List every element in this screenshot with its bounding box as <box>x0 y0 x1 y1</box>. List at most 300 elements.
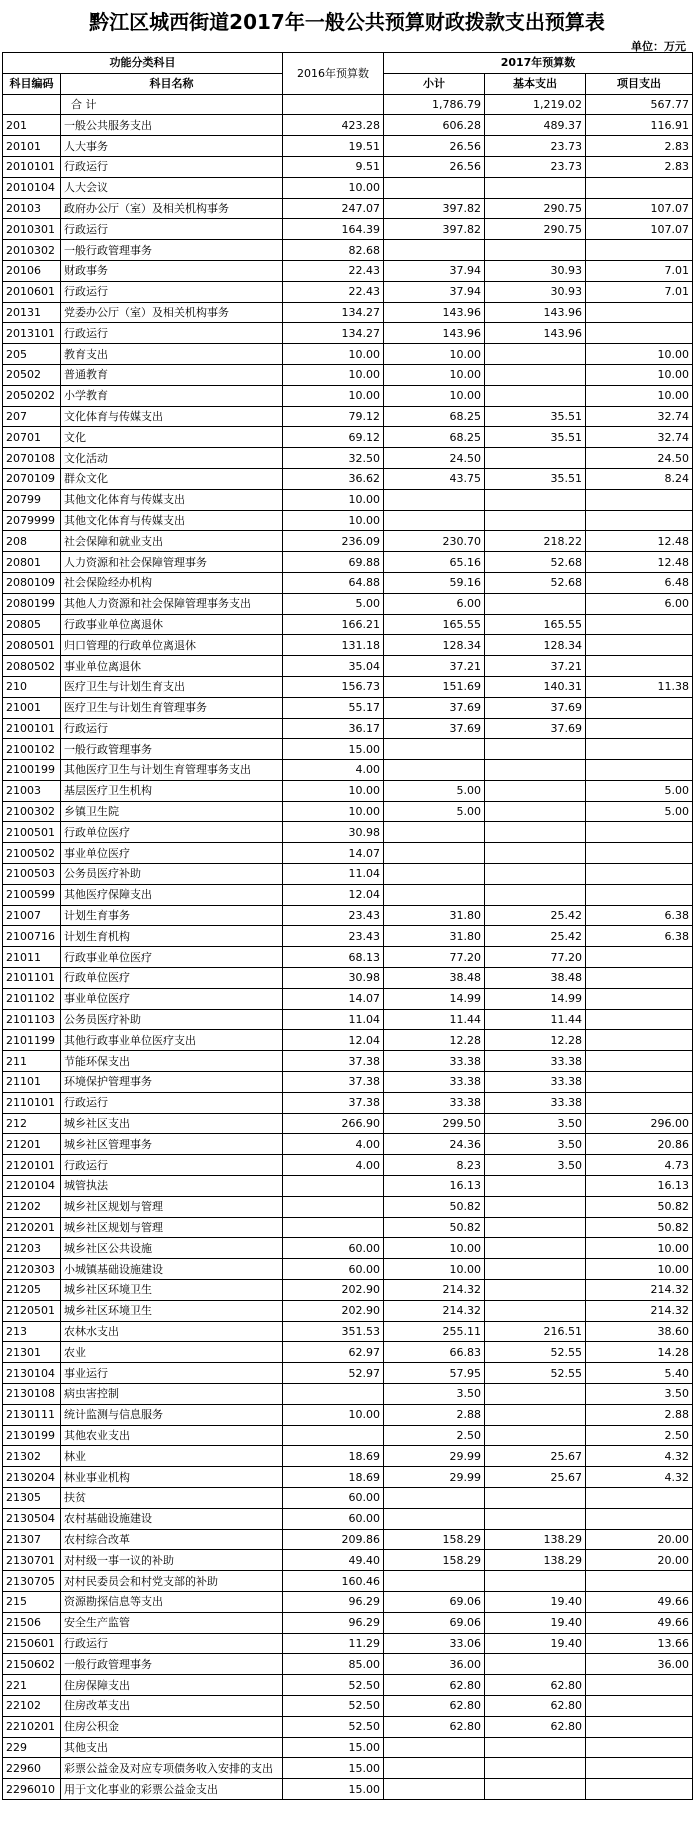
cell-2016: 18.69 <box>283 1467 384 1488</box>
table-row <box>3 489 693 510</box>
cell-basic: 23.73 <box>485 136 586 157</box>
cell-project: 20.00 <box>586 1529 693 1550</box>
cell-name: 普通教育 <box>61 364 283 385</box>
cell-basic <box>485 489 586 510</box>
cell-basic: 12.28 <box>485 1030 586 1051</box>
cell-code: 20131 <box>3 302 61 323</box>
cell-code: 2130108 <box>3 1384 61 1405</box>
cell-code: 2130199 <box>3 1425 61 1446</box>
cell-subtotal: 37.94 <box>384 281 485 302</box>
cell-2016: 30.98 <box>283 822 384 843</box>
page-title: 黔江区城西街道2017年一般公共预算财政拨款支出预算表 <box>89 10 605 34</box>
cell-code: 212 <box>3 1113 61 1134</box>
cell-basic: 77.20 <box>485 947 586 968</box>
cell-subtotal: 143.96 <box>384 302 485 323</box>
cell-name: 行政运行 <box>61 281 283 302</box>
cell-name: 其他农业支出 <box>61 1425 283 1446</box>
cell-basic <box>485 1404 586 1425</box>
cell-name: 人力资源和社会保障管理事务 <box>61 552 283 573</box>
cell-basic <box>485 801 586 822</box>
table-row <box>3 572 693 593</box>
cell-project <box>586 1072 693 1093</box>
cell-basic <box>485 1259 586 1280</box>
table-row <box>3 1633 693 1654</box>
cell-basic <box>485 1196 586 1217</box>
cell-project <box>586 1092 693 1113</box>
cell-code: 2150601 <box>3 1633 61 1654</box>
total-code <box>3 94 61 115</box>
cell-basic <box>485 240 586 261</box>
table-row <box>3 156 693 177</box>
cell-subtotal: 50.82 <box>384 1217 485 1238</box>
cell-code: 2070109 <box>3 468 61 489</box>
cell-name: 城乡社区规划与管理 <box>61 1217 283 1238</box>
cell-name: 行政运行 <box>61 1633 283 1654</box>
cell-name: 安全生产监管 <box>61 1612 283 1633</box>
cell-project: 32.74 <box>586 427 693 448</box>
cell-basic <box>485 884 586 905</box>
cell-subtotal: 65.16 <box>384 552 485 573</box>
cell-subtotal <box>384 177 485 198</box>
cell-subtotal: 158.29 <box>384 1550 485 1571</box>
cell-2016: 37.38 <box>283 1092 384 1113</box>
cell-project: 4.73 <box>586 1155 693 1176</box>
cell-code: 2050202 <box>3 385 61 406</box>
unit-label: 单位：万元 <box>631 40 686 53</box>
cell-subtotal: 151.69 <box>384 676 485 697</box>
cell-basic: 35.51 <box>485 468 586 489</box>
cell-subtotal: 33.38 <box>384 1092 485 1113</box>
table-row <box>3 1467 693 1488</box>
cell-project <box>586 1675 693 1696</box>
cell-project <box>586 177 693 198</box>
cell-name: 城乡社区公共设施 <box>61 1238 283 1259</box>
table-row <box>3 988 693 1009</box>
cell-subtotal <box>384 1779 485 1800</box>
cell-subtotal: 128.34 <box>384 635 485 656</box>
table-row <box>3 406 693 427</box>
cell-subtotal: 37.69 <box>384 697 485 718</box>
cell-project <box>586 302 693 323</box>
cell-project: 5.00 <box>586 780 693 801</box>
cell-name: 病虫害控制 <box>61 1384 283 1405</box>
cell-project: 2.88 <box>586 1404 693 1425</box>
cell-code: 2101101 <box>3 968 61 989</box>
cell-subtotal <box>384 1508 485 1529</box>
cell-basic: 128.34 <box>485 635 586 656</box>
cell-basic: 37.21 <box>485 656 586 677</box>
cell-subtotal: 10.00 <box>384 1259 485 1280</box>
cell-name: 事业单位医疗 <box>61 988 283 1009</box>
cell-2016: 37.38 <box>283 1051 384 1072</box>
cell-code: 20799 <box>3 489 61 510</box>
cell-basic <box>485 364 586 385</box>
cell-name: 公务员医疗补助 <box>61 1009 283 1030</box>
cell-2016: 14.07 <box>283 988 384 1009</box>
cell-subtotal: 26.56 <box>384 156 485 177</box>
cell-basic <box>485 1737 586 1758</box>
cell-basic <box>485 448 586 469</box>
cell-code: 2130111 <box>3 1404 61 1425</box>
cell-2016: 4.00 <box>283 1134 384 1155</box>
cell-project: 38.60 <box>586 1321 693 1342</box>
cell-code: 20805 <box>3 614 61 635</box>
cell-name: 节能环保支出 <box>61 1051 283 1072</box>
cell-name: 一般行政管理事务 <box>61 739 283 760</box>
cell-name: 其他行政事业单位医疗支出 <box>61 1030 283 1051</box>
cell-2016: 164.39 <box>283 219 384 240</box>
cell-project <box>586 1779 693 1800</box>
cell-project <box>586 988 693 1009</box>
cell-code: 2070108 <box>3 448 61 469</box>
table-row <box>3 1321 693 1342</box>
table-row <box>3 281 693 302</box>
cell-code: 21302 <box>3 1446 61 1467</box>
cell-project: 4.32 <box>586 1446 693 1467</box>
cell-subtotal: 29.99 <box>384 1467 485 1488</box>
cell-project: 20.86 <box>586 1134 693 1155</box>
cell-code: 21203 <box>3 1238 61 1259</box>
cell-project: 2.50 <box>586 1425 693 1446</box>
cell-basic: 165.55 <box>485 614 586 635</box>
cell-basic <box>485 1384 586 1405</box>
cell-2016: 12.04 <box>283 1030 384 1051</box>
cell-2016: 10.00 <box>283 177 384 198</box>
cell-name: 城乡社区环境卫生 <box>61 1300 283 1321</box>
cell-project: 10.00 <box>586 1238 693 1259</box>
cell-2016: 160.46 <box>283 1571 384 1592</box>
cell-code: 22960 <box>3 1758 61 1779</box>
cell-project: 4.32 <box>586 1467 693 1488</box>
cell-basic: 11.44 <box>485 1009 586 1030</box>
cell-basic: 62.80 <box>485 1675 586 1696</box>
cell-basic: 25.67 <box>485 1467 586 1488</box>
table-row <box>3 136 693 157</box>
table-row <box>3 676 693 697</box>
cell-project: 11.38 <box>586 676 693 697</box>
cell-2016: 131.18 <box>283 635 384 656</box>
cell-basic: 52.55 <box>485 1342 586 1363</box>
cell-code: 2130504 <box>3 1508 61 1529</box>
cell-subtotal: 37.94 <box>384 260 485 281</box>
cell-basic <box>485 510 586 531</box>
cell-subtotal: 255.11 <box>384 1321 485 1342</box>
cell-subtotal: 143.96 <box>384 323 485 344</box>
cell-subtotal <box>384 760 485 781</box>
cell-project <box>586 1051 693 1072</box>
table-row <box>3 385 693 406</box>
table-row <box>3 718 693 739</box>
cell-code: 20701 <box>3 427 61 448</box>
cell-name: 对村级一事一议的补助 <box>61 1550 283 1571</box>
cell-2016: 15.00 <box>283 1758 384 1779</box>
cell-code: 2079999 <box>3 510 61 531</box>
table-row <box>3 1196 693 1217</box>
cell-subtotal <box>384 240 485 261</box>
cell-name: 事业单位医疗 <box>61 843 283 864</box>
cell-2016: 85.00 <box>283 1654 384 1675</box>
cell-2016: 55.17 <box>283 697 384 718</box>
cell-project <box>586 718 693 739</box>
cell-basic: 62.80 <box>485 1716 586 1737</box>
cell-project: 20.00 <box>586 1550 693 1571</box>
budget-table <box>2 52 693 1800</box>
cell-subtotal: 68.25 <box>384 406 485 427</box>
cell-subtotal: 62.80 <box>384 1675 485 1696</box>
cell-code: 2130104 <box>3 1363 61 1384</box>
cell-basic: 138.29 <box>485 1550 586 1571</box>
table-row <box>3 1134 693 1155</box>
cell-2016: 11.04 <box>283 1009 384 1030</box>
cell-subtotal: 59.16 <box>384 572 485 593</box>
cell-project <box>586 323 693 344</box>
cell-name: 城乡社区环境卫生 <box>61 1280 283 1301</box>
cell-2016 <box>283 1176 384 1197</box>
cell-basic <box>485 1280 586 1301</box>
total-subtotal: 1,786.79 <box>384 94 485 115</box>
cell-subtotal <box>384 864 485 885</box>
table-row <box>3 1342 693 1363</box>
cell-project: 16.13 <box>586 1176 693 1197</box>
cell-basic <box>485 739 586 760</box>
cell-project: 24.50 <box>586 448 693 469</box>
col-2016-header: 2016年预算数 <box>283 53 384 95</box>
cell-code: 20101 <box>3 136 61 157</box>
cell-basic: 19.40 <box>485 1612 586 1633</box>
cell-2016: 14.07 <box>283 843 384 864</box>
table-row <box>3 780 693 801</box>
table-row <box>3 1695 693 1716</box>
cell-name: 林业 <box>61 1446 283 1467</box>
cell-project <box>586 240 693 261</box>
cell-basic: 218.22 <box>485 531 586 552</box>
subtotal-header: 小计 <box>384 73 485 94</box>
cell-2016: 12.04 <box>283 884 384 905</box>
table-row <box>3 1238 693 1259</box>
cell-name: 行政运行 <box>61 219 283 240</box>
cell-project: 6.38 <box>586 926 693 947</box>
cell-basic: 52.68 <box>485 552 586 573</box>
cell-basic: 489.37 <box>485 115 586 136</box>
cell-name: 扶贫 <box>61 1487 283 1508</box>
cell-2016: 423.28 <box>283 115 384 136</box>
cell-subtotal: 299.50 <box>384 1113 485 1134</box>
cell-code: 2120303 <box>3 1259 61 1280</box>
cell-code: 20106 <box>3 260 61 281</box>
table-row <box>3 364 693 385</box>
table-row <box>3 635 693 656</box>
cell-2016: 52.50 <box>283 1675 384 1696</box>
cell-code: 2101103 <box>3 1009 61 1030</box>
cell-basic <box>485 593 586 614</box>
cell-basic: 3.50 <box>485 1134 586 1155</box>
cell-subtotal: 57.95 <box>384 1363 485 1384</box>
cell-subtotal: 10.00 <box>384 364 485 385</box>
cell-2016 <box>283 1384 384 1405</box>
cell-name: 小学教育 <box>61 385 283 406</box>
cell-project: 10.00 <box>586 385 693 406</box>
cell-basic: 140.31 <box>485 676 586 697</box>
cell-subtotal: 10.00 <box>384 385 485 406</box>
cell-name: 行政运行 <box>61 718 283 739</box>
cell-2016: 10.00 <box>283 510 384 531</box>
cell-project: 13.66 <box>586 1633 693 1654</box>
table-row <box>3 1384 693 1405</box>
cell-basic: 3.50 <box>485 1113 586 1134</box>
table-row <box>3 448 693 469</box>
cell-2016: 82.68 <box>283 240 384 261</box>
table-row <box>3 739 693 760</box>
cell-project: 10.00 <box>586 1259 693 1280</box>
cell-2016: 36.62 <box>283 468 384 489</box>
table-row <box>3 344 693 365</box>
cell-basic: 52.55 <box>485 1363 586 1384</box>
cell-2016: 10.00 <box>283 780 384 801</box>
cell-code: 20502 <box>3 364 61 385</box>
cell-2016: 60.00 <box>283 1259 384 1280</box>
cell-2016: 36.17 <box>283 718 384 739</box>
cell-name: 政府办公厅（室）及相关机构事务 <box>61 198 283 219</box>
cell-code: 213 <box>3 1321 61 1342</box>
cell-2016: 18.69 <box>283 1446 384 1467</box>
table-row <box>3 1300 693 1321</box>
cell-basic <box>485 1487 586 1508</box>
cell-basic: 23.73 <box>485 156 586 177</box>
cell-project: 6.38 <box>586 905 693 926</box>
cell-2016 <box>283 1196 384 1217</box>
cell-2016: 64.88 <box>283 572 384 593</box>
cell-basic <box>485 822 586 843</box>
cell-name: 林业事业机构 <box>61 1467 283 1488</box>
cell-name: 人大事务 <box>61 136 283 157</box>
cell-code: 229 <box>3 1737 61 1758</box>
cell-subtotal <box>384 1487 485 1508</box>
table-row <box>3 884 693 905</box>
code-header: 科目编码 <box>3 73 61 94</box>
cell-code: 205 <box>3 344 61 365</box>
cell-project <box>586 884 693 905</box>
cell-name: 一般公共服务支出 <box>61 115 283 136</box>
cell-2016: 22.43 <box>283 281 384 302</box>
cell-2016: 22.43 <box>283 260 384 281</box>
cell-2016: 60.00 <box>283 1508 384 1529</box>
cell-name: 医疗卫生与计划生育管理事务 <box>61 697 283 718</box>
cell-project <box>586 635 693 656</box>
total-label: 合 计 <box>61 94 283 115</box>
cell-name: 一般行政管理事务 <box>61 240 283 261</box>
cell-basic <box>485 1654 586 1675</box>
cell-project: 5.40 <box>586 1363 693 1384</box>
table-row <box>3 1092 693 1113</box>
cell-subtotal: 16.13 <box>384 1176 485 1197</box>
cell-name: 行政单位医疗 <box>61 968 283 989</box>
cell-name: 行政运行 <box>61 1092 283 1113</box>
basic-header: 基本支出 <box>485 73 586 94</box>
cell-subtotal: 37.69 <box>384 718 485 739</box>
total-row <box>3 94 693 115</box>
cell-name: 一般行政管理事务 <box>61 1654 283 1675</box>
cell-project: 116.91 <box>586 115 693 136</box>
cell-basic: 138.29 <box>485 1529 586 1550</box>
cell-subtotal: 68.25 <box>384 427 485 448</box>
cell-subtotal: 24.50 <box>384 448 485 469</box>
cell-basic: 35.51 <box>485 427 586 448</box>
cell-project: 214.32 <box>586 1280 693 1301</box>
cell-subtotal: 24.36 <box>384 1134 485 1155</box>
cell-name: 住房公积金 <box>61 1716 283 1737</box>
cell-basic: 290.75 <box>485 198 586 219</box>
cell-name: 归口管理的行政单位离退休 <box>61 635 283 656</box>
cell-code: 2100503 <box>3 864 61 885</box>
table-row <box>3 1612 693 1633</box>
cell-subtotal: 214.32 <box>384 1300 485 1321</box>
cell-name: 事业运行 <box>61 1363 283 1384</box>
cell-code: 21301 <box>3 1342 61 1363</box>
table-row <box>3 115 693 136</box>
cell-project <box>586 1487 693 1508</box>
table-row <box>3 968 693 989</box>
table-row <box>3 219 693 240</box>
cell-2016: 351.53 <box>283 1321 384 1342</box>
cell-subtotal: 66.83 <box>384 1342 485 1363</box>
cell-2016: 68.13 <box>283 947 384 968</box>
cell-2016: 60.00 <box>283 1487 384 1508</box>
table-row <box>3 822 693 843</box>
cell-code: 2210201 <box>3 1716 61 1737</box>
cell-2016: 69.12 <box>283 427 384 448</box>
cell-subtotal: 8.23 <box>384 1155 485 1176</box>
cell-code: 2101102 <box>3 988 61 1009</box>
cell-name: 文化体育与传媒支出 <box>61 406 283 427</box>
cell-code: 2130705 <box>3 1571 61 1592</box>
cell-project: 36.00 <box>586 1654 693 1675</box>
cell-subtotal <box>384 822 485 843</box>
cell-basic: 62.80 <box>485 1695 586 1716</box>
cell-code: 2100716 <box>3 926 61 947</box>
table-row <box>3 260 693 281</box>
table-row <box>3 1404 693 1425</box>
cell-subtotal: 50.82 <box>384 1196 485 1217</box>
table-row <box>3 468 693 489</box>
table-row <box>3 926 693 947</box>
cell-name: 医疗卫生与计划生育支出 <box>61 676 283 697</box>
cell-code: 21201 <box>3 1134 61 1155</box>
cell-basic: 143.96 <box>485 302 586 323</box>
cell-code: 21003 <box>3 780 61 801</box>
cell-project <box>586 947 693 968</box>
cell-code: 21101 <box>3 1072 61 1093</box>
cell-subtotal: 33.06 <box>384 1633 485 1654</box>
cell-basic <box>485 1425 586 1446</box>
cell-basic: 30.93 <box>485 281 586 302</box>
cell-basic: 30.93 <box>485 260 586 281</box>
cell-subtotal: 165.55 <box>384 614 485 635</box>
table-row <box>3 1176 693 1197</box>
cell-subtotal: 10.00 <box>384 344 485 365</box>
cell-basic: 25.42 <box>485 926 586 947</box>
cell-code: 2296010 <box>3 1779 61 1800</box>
cell-name: 社会保险经办机构 <box>61 572 283 593</box>
cell-subtotal <box>384 1758 485 1779</box>
table-row <box>3 801 693 822</box>
cell-2016: 209.86 <box>283 1529 384 1550</box>
table-row <box>3 1779 693 1800</box>
cell-project <box>586 739 693 760</box>
cell-project: 12.48 <box>586 552 693 573</box>
cell-2016: 266.90 <box>283 1113 384 1134</box>
cell-basic: 37.69 <box>485 718 586 739</box>
cell-2016: 52.50 <box>283 1695 384 1716</box>
